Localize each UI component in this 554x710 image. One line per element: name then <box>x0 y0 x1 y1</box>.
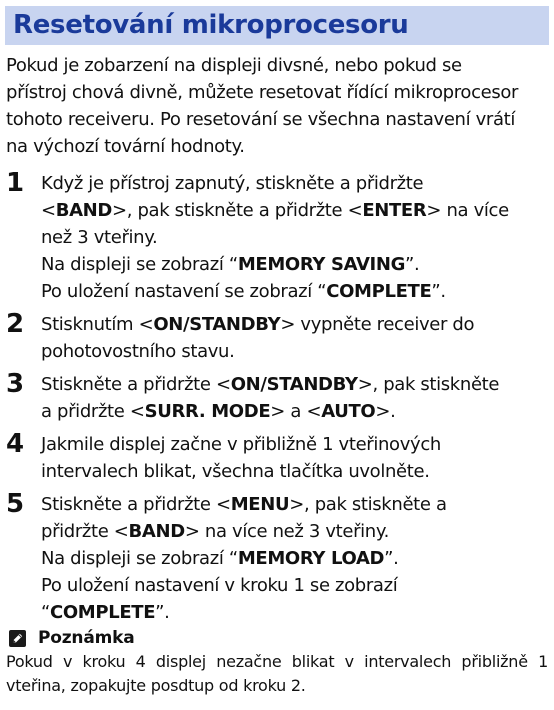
step-text: Stiskněte a přidržte < <box>41 374 231 395</box>
step-text-line <box>41 518 554 545</box>
note-text: Pokud v kroku 4 displej nezačne blikat v intervalech přibližně 1 vteřina, zopakujte posdtup od kroku 2. <box>6 652 548 695</box>
step-text: ”. <box>431 281 446 302</box>
step-text: “ <box>41 602 50 623</box>
step-text-line <box>41 398 554 425</box>
key-label: SURR. MODE <box>144 401 271 422</box>
key-label: AUTO <box>321 401 376 422</box>
step-text: Na displeji se zobrazí “ <box>41 548 238 569</box>
step-3 <box>0 371 554 425</box>
step-number: 4 <box>6 429 24 459</box>
step-text-line <box>41 599 554 626</box>
note-block <box>6 626 548 698</box>
step-text: Stisknutím < <box>41 314 154 335</box>
step-text: Když je přístroj zapnutý, stiskněte a přidržte <box>41 173 424 194</box>
step-text: > a < <box>270 401 322 422</box>
page-title: Resetování mikroprocesoru <box>13 10 409 40</box>
note-header <box>6 626 548 650</box>
key-label: ENTER <box>362 200 427 221</box>
intro-line: na výchozí tovární hodnoty. <box>6 136 245 157</box>
step-text: > vypněte receiver do <box>280 314 475 335</box>
intro-paragraph <box>6 52 550 160</box>
step-text: >, pak stiskněte <box>357 374 500 395</box>
key-label: BAND <box>128 521 185 542</box>
step-text-line <box>41 224 554 251</box>
key-label: ON/STANDBY <box>230 374 358 395</box>
key-label: BAND <box>55 200 112 221</box>
step-text: > na více než 3 vteřiny. <box>184 521 389 542</box>
step-text-line <box>41 458 554 485</box>
step-text-line <box>41 311 554 338</box>
key-label: ON/STANDBY <box>153 314 281 335</box>
step-4 <box>0 431 554 485</box>
step-text-line <box>41 278 554 305</box>
step-text: Stiskněte a přidržte < <box>41 494 231 515</box>
step-text: >. <box>375 401 396 422</box>
step-text: intervalech blikat, všechna tlačítka uvolněte. <box>41 461 430 482</box>
pencil-note-icon <box>9 630 26 647</box>
step-text: ”. <box>384 548 399 569</box>
title-bar <box>5 6 549 45</box>
step-text: Jakmile displej začne v přibližně 1 vteřinových <box>41 434 441 455</box>
step-text: ”. <box>155 602 170 623</box>
step-text-line <box>41 572 554 599</box>
step-text: >, pak stiskněte a přidržte < <box>112 200 363 221</box>
step-number: 1 <box>6 168 24 198</box>
step-text: < <box>41 200 56 221</box>
step-text-line <box>41 371 554 398</box>
step-text-line <box>41 338 554 365</box>
step-text-line <box>41 545 554 572</box>
step-text-line <box>41 251 554 278</box>
intro-line: přístroj chová divně, můžete resetovat řídící mikroprocesor <box>6 82 519 103</box>
key-label: MENU <box>230 494 290 515</box>
step-text-line <box>41 197 554 224</box>
step-5 <box>0 491 554 626</box>
intro-line: Pokud je zobarzení na displeji divsné, nebo pokud se <box>6 55 462 76</box>
key-label: COMPLETE <box>49 602 156 623</box>
step-text: přidržte < <box>41 521 129 542</box>
step-text: > na více <box>426 200 509 221</box>
step-1 <box>0 170 554 305</box>
intro-line: tohoto receiveru. Po resetování se všechna nastavení vrátí <box>6 109 516 130</box>
step-text: Po uložení nastavení v kroku 1 se zobrazí <box>41 575 398 596</box>
step-text: ”. <box>405 254 420 275</box>
step-text-line <box>41 170 554 197</box>
step-text: a přidržte < <box>41 401 145 422</box>
steps-list <box>0 170 554 632</box>
step-number: 5 <box>6 489 24 519</box>
key-label: COMPLETE <box>326 281 432 302</box>
step-text: pohotovostního stavu. <box>41 341 235 362</box>
step-text: >, pak stiskněte a <box>289 494 447 515</box>
key-label: MEMORY SAVING <box>237 254 406 275</box>
step-text-line <box>41 491 554 518</box>
step-2 <box>0 311 554 365</box>
note-title: Poznámka <box>38 628 135 648</box>
step-text: Po uložení nastavení se zobrazí “ <box>41 281 327 302</box>
step-text: než 3 vteřiny. <box>41 227 158 248</box>
key-label: MEMORY LOAD <box>237 548 385 569</box>
step-text: Na displeji se zobrazí “ <box>41 254 238 275</box>
step-number: 3 <box>6 369 24 399</box>
step-text-line <box>41 431 554 458</box>
step-number: 2 <box>6 309 24 339</box>
